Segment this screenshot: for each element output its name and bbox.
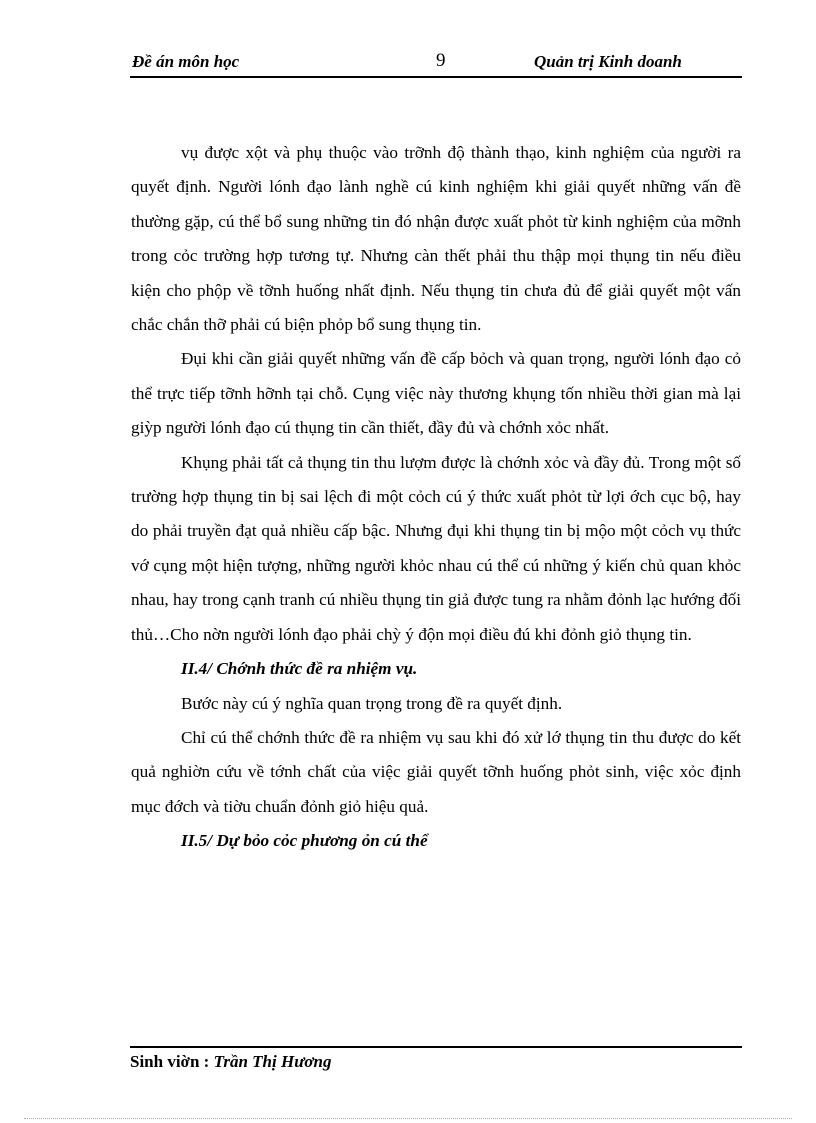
page-bottom-divider bbox=[24, 1118, 792, 1119]
header-subject: Quản trị Kinh doanh bbox=[534, 52, 682, 71]
paragraph: vụ được xột và phụ thuộc vào trỡnh độ thành thạo, kinh nghiệm của người ra quyết định. Người lónh đạo lành nghề cú kinh nghiệm khi giải quyết những vấn đề thường gặp, cú thể bổ sung những tin đó nhận được xuất phỏt từ kinh nghiệm của mỡnh trong cỏc trường hợp tương tự. Nhưng càn thết phải thu thập mọi thụng tin nếu điều kiện cho phộp về tỡnh huống nhất định. Nếu thụng tin chưa đủ để giải quyết một vấn chắc chắn thỡ phải cú biện phỏp bổ sung thụng tin. bbox=[131, 143, 741, 335]
paragraph: Bước này cú ý nghĩa quan trọng trong đề ra quyết định. bbox=[181, 693, 563, 713]
paragraph: Chỉ cú thể chớnh thức đề ra nhiệm vụ sau khi đó xử lớ thụng tin thu được do kết quả nghiờn cứu về tớnh chất của việc giải quyết tỡnh huống phỏt sinh, việc xỏc định mục đớch và tiờu chuẩn đỏnh giỏ hiệu quả. bbox=[131, 727, 741, 816]
section-heading: II.5/ Dự bỏo cỏc phương ỏn cú thể bbox=[181, 831, 428, 851]
header-document-type: Đề án môn học bbox=[132, 52, 240, 71]
footer-student-label: Sinh viờn : bbox=[130, 1052, 210, 1071]
document-body bbox=[131, 136, 741, 859]
section-heading: II.4/ Chớnh thức đề ra nhiệm vụ. bbox=[181, 659, 418, 679]
page-footer bbox=[130, 1046, 742, 1072]
page-header bbox=[130, 50, 742, 78]
paragraph: Đụi khi cần giải quyết những vấn đề cấp bỏch và quan trọng, người lónh đạo cỏ thể trực tiếp tỡnh hỡnh tại chỗ. Cụng việc này thương khụng tốn nhiều thời gian mà lại giỳp người lónh đạo cú thụng tin cần thiết, đầy đủ và chớnh xỏc nhất. bbox=[131, 349, 741, 438]
paragraph: Khụng phải tất cả thụng tin thu lượm được là chớnh xỏc và đầy đủ. Trong một số trường hợp thụng tin bị sai lệch đi một cỏch cú ý thức xuất phỏt từ lợi ớch cục bộ, hay do phải truyền đạt quả nhiều cấp bậc. Nhưng đụi khi thụng tin bị mộo một cỏch vụ thức vớ cụng một hiện tượng, những người khỏc nhau cú thể cú những ý kiến chủ quan khỏc nhau, hay trong cạnh tranh cú nhiều thụng tin giả được tung ra nhằm đỏnh lạc hướng đối thủ…Cho nờn người lónh đạo phải chỳ ý độn mọi điều đú khi đỏnh giỏ thụng tin. bbox=[131, 452, 741, 644]
page-number: 9 bbox=[436, 50, 446, 71]
footer-student-name: Trần Thị Hương bbox=[213, 1052, 332, 1071]
